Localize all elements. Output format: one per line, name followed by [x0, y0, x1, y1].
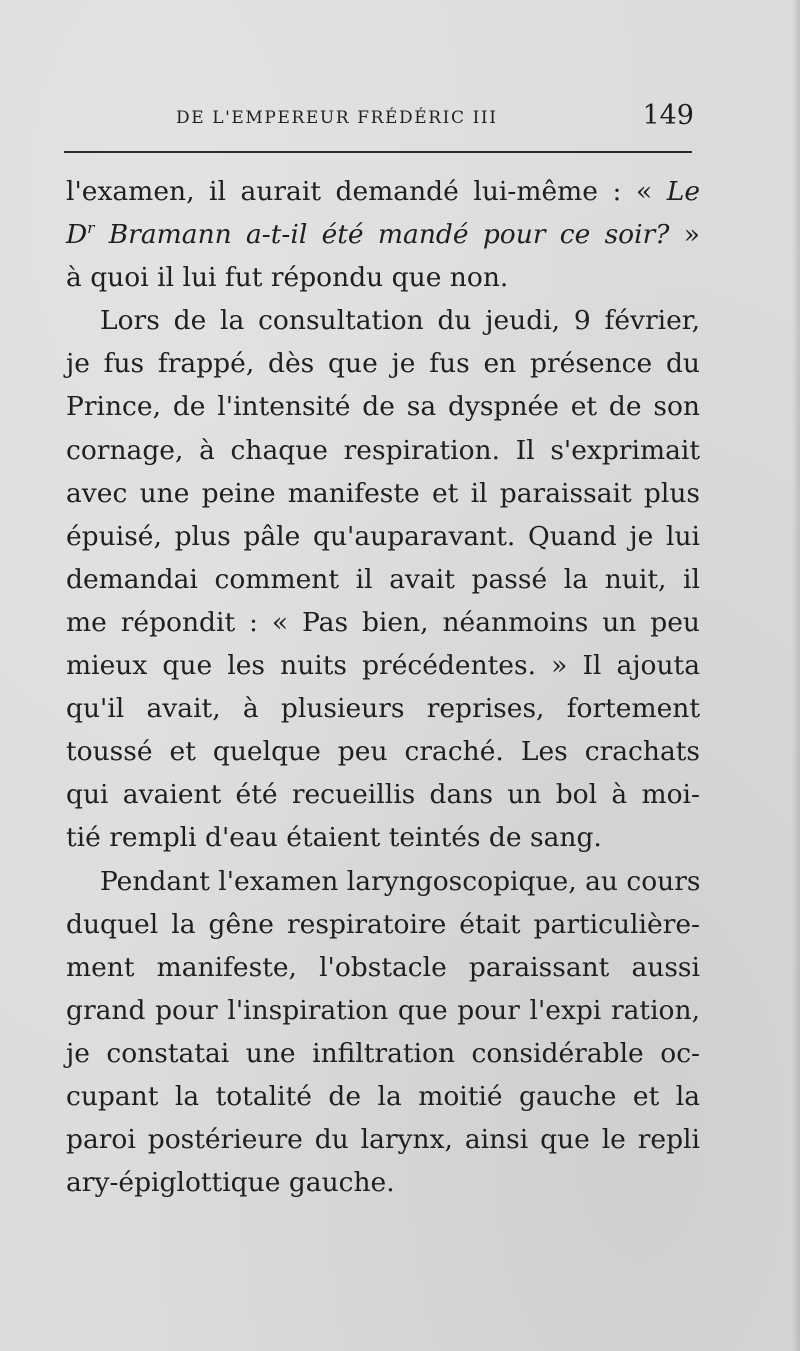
- text-segment: paroi postérieure du larynx, ainsi que le repli: [66, 1124, 700, 1156]
- running-title: DE L'EMPEREUR FRÉDÉRIC III: [176, 108, 498, 128]
- text-line: [66, 385, 700, 428]
- italic-text: D: [66, 219, 88, 251]
- page-edge-shadow: [792, 0, 800, 1351]
- text-segment: qui avaient été recueillis dans un bol à moi-: [66, 779, 700, 811]
- text-line: [66, 1075, 700, 1118]
- text-segment: cupant la totalité de la moitié gauche et la: [66, 1080, 700, 1112]
- text-line: [66, 170, 700, 213]
- text-segment: ment manifeste, l'obstacle paraissant aussi: [66, 951, 700, 983]
- text-line: [66, 472, 700, 515]
- text-line: [66, 644, 700, 687]
- text-line: [66, 946, 700, 989]
- text-segment: qu'il avait, à plusieurs reprises, fortement: [66, 693, 700, 725]
- text-line: [66, 730, 700, 773]
- text-segment: me répondit : « Pas bien, néanmoins un peu: [66, 606, 700, 638]
- text-line: [66, 299, 700, 342]
- running-head: [70, 100, 704, 134]
- text-segment: Lors de la consultation du jeudi, 9 février,: [100, 305, 700, 337]
- text-segment: l'examen, il aurait demandé lui-même : «: [66, 176, 667, 207]
- page-number: 149: [642, 100, 694, 131]
- text-line: [66, 213, 700, 256]
- text-segment: épuisé, plus pâle qu'auparavant. Quand je lui: [66, 520, 700, 552]
- text-line: [66, 816, 700, 859]
- text-segment: ary-épiglottique gauche.: [66, 1167, 395, 1199]
- text-line: [66, 989, 700, 1032]
- text-line: [66, 1161, 700, 1204]
- text-line: [66, 515, 700, 558]
- text-line: [66, 860, 700, 903]
- text-segment: avec une peine manifeste et il paraissait plus: [66, 477, 700, 509]
- text-line: [66, 429, 700, 472]
- text-line: [66, 558, 700, 601]
- header-rule: [64, 151, 692, 153]
- text-line: [66, 1118, 700, 1161]
- body-text: [66, 170, 700, 1204]
- text-line: [66, 256, 700, 299]
- text-line: [66, 342, 700, 385]
- italic-text: Bramann a-t-il été mandé pour ce soir?: [94, 219, 670, 251]
- text-segment: duquel la gêne respiratoire était particulière-: [66, 908, 700, 940]
- text-line: [66, 903, 700, 946]
- text-segment: »: [669, 219, 701, 251]
- text-segment: je constatai une infiltration considérable oc-: [66, 1037, 700, 1069]
- text-segment: toussé et quelque peu craché. Les crachats: [66, 736, 700, 768]
- text-segment: demandai comment il avait passé la nuit, il: [66, 563, 700, 595]
- text-segment: grand pour l'inspiration que pour l'expi ration,: [66, 994, 700, 1026]
- text-segment: à quoi il lui fut répondu que non.: [66, 262, 509, 294]
- text-segment: mieux que les nuits précédentes. » Il ajouta: [66, 650, 700, 682]
- text-segment: je fus frappé, dès que je fus en présence du: [66, 348, 700, 380]
- italic-text: Le: [666, 176, 700, 207]
- superscript-text: r: [87, 219, 95, 238]
- text-segment: Pendant l'examen laryngoscopique, au cours: [100, 865, 701, 897]
- text-line: [66, 687, 700, 730]
- text-segment: tié rempli d'eau étaient teintés de sang.: [66, 822, 602, 854]
- text-line: [66, 773, 700, 816]
- text-line: [66, 601, 700, 644]
- text-line: [66, 1032, 700, 1075]
- text-segment: cornage, à chaque respiration. Il s'exprimait: [66, 434, 700, 466]
- text-segment: Prince, de l'intensité de sa dyspnée et de son: [66, 391, 700, 423]
